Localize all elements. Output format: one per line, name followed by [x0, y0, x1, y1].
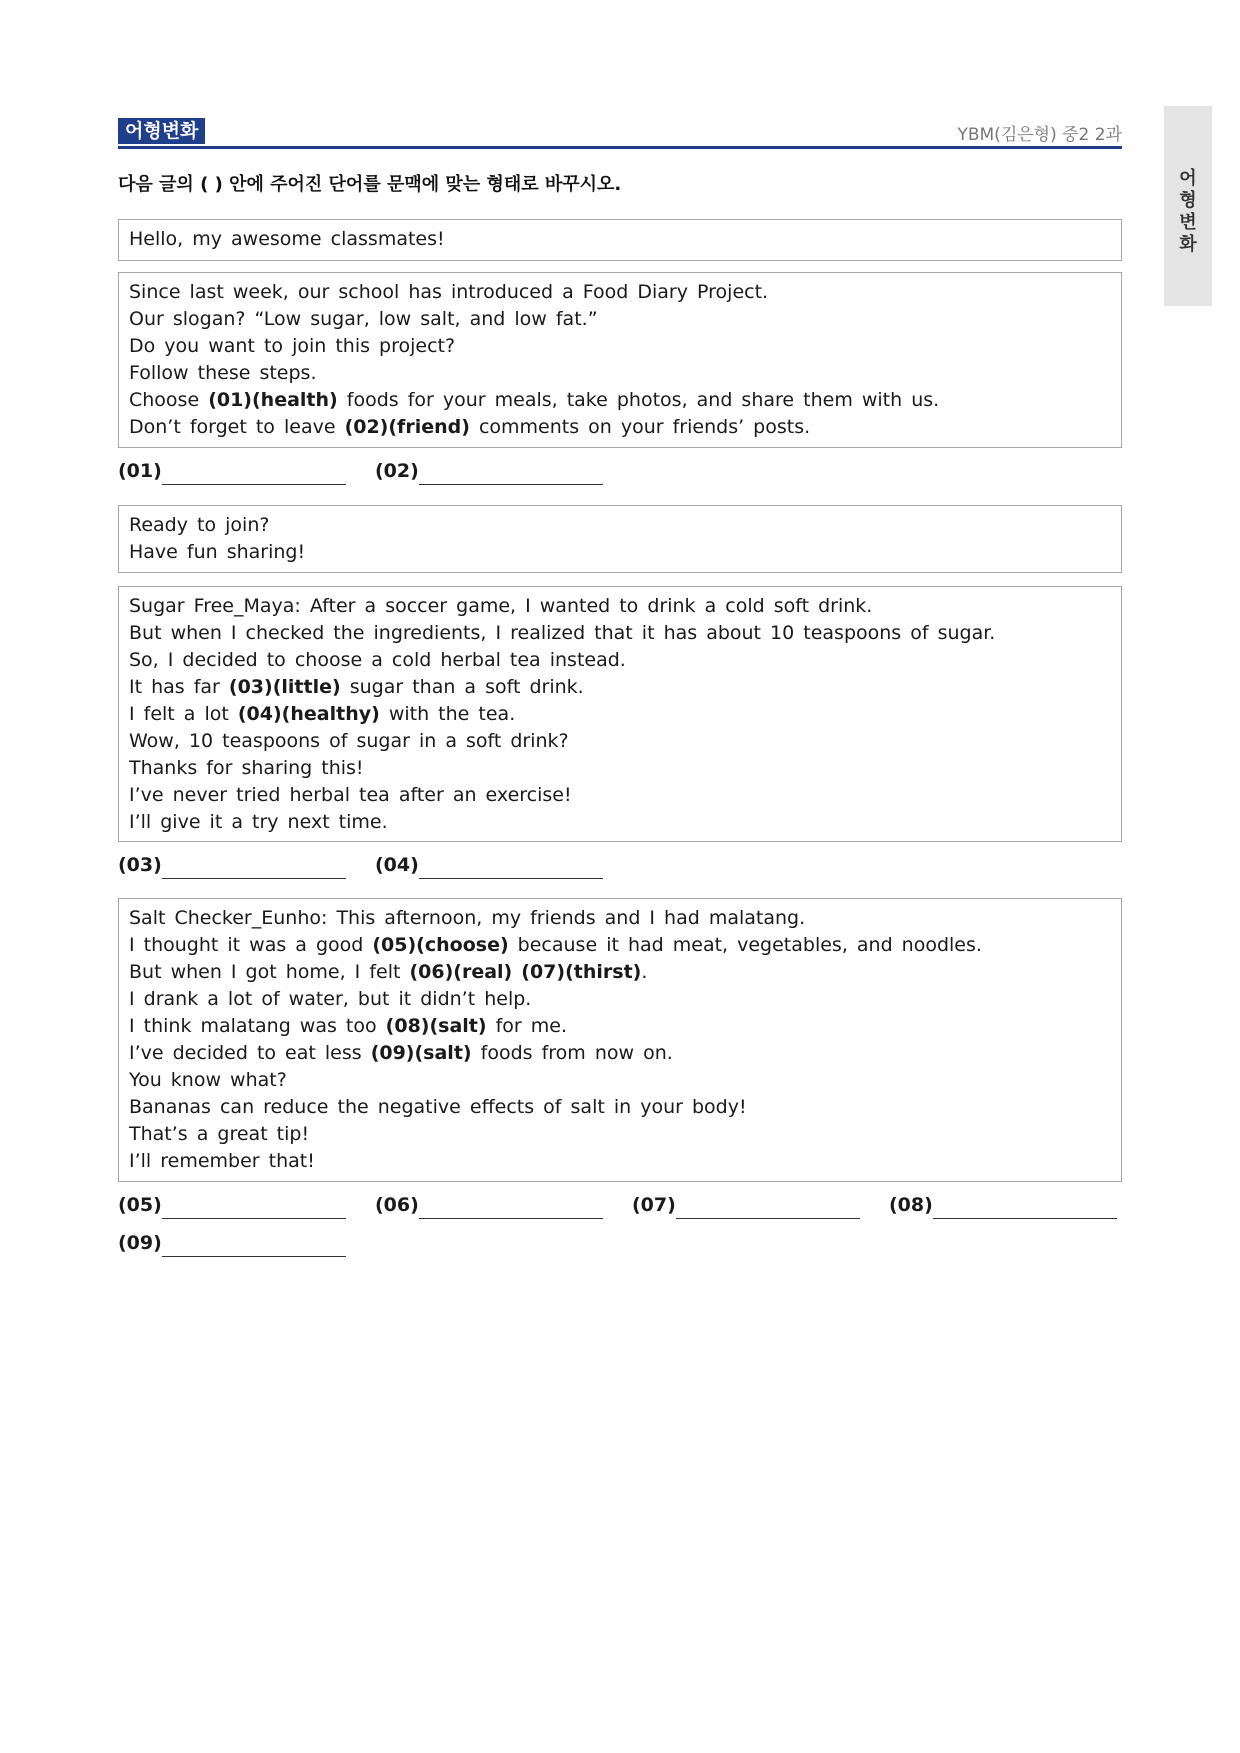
- passage-line: But when I checked the ingredients, I realized that it has about 10 teaspoons of sugar.: [129, 622, 996, 644]
- answer-number: (07): [632, 1194, 676, 1216]
- answer-row: [118, 1230, 1122, 1260]
- blank-prompt: (01)(health): [208, 389, 338, 411]
- answer-row: [118, 458, 1122, 488]
- passage-line: I’ll give it a try next time.: [129, 811, 388, 833]
- passage-line: Our slogan? “Low sugar, low salt, and low fat.”: [129, 308, 598, 330]
- text-span: because it had meat, vegetables, and noodles.: [508, 934, 982, 956]
- passage-line: [129, 674, 1111, 701]
- passage-line: I’ll remember that!: [129, 1150, 315, 1172]
- passage-line: Wow, 10 teaspoons of sugar in a soft drink?: [129, 730, 569, 752]
- text-span: foods for your meals, take photos, and share them with us.: [337, 389, 940, 411]
- text-span: I think malatang was too: [129, 1015, 386, 1037]
- passage-line: I’ve never tried herbal tea after an exercise!: [129, 784, 572, 806]
- text-span: with the tea.: [379, 703, 516, 725]
- blank-prompt: (04)(healthy): [237, 703, 380, 725]
- passage-line: I drank a lot of water, but it didn’t help.: [129, 988, 532, 1010]
- answer-row: [118, 852, 1122, 882]
- answer-blank[interactable]: [419, 1218, 603, 1219]
- blank-prompt: (07)(thirst): [521, 961, 642, 983]
- passage-line: [129, 701, 1111, 728]
- passage-line: [129, 959, 1111, 986]
- answer-number: (06): [375, 1194, 419, 1216]
- answer-blank[interactable]: [162, 878, 346, 879]
- text-span: I’ve decided to eat less: [129, 1042, 371, 1064]
- answer-number: (04): [375, 854, 419, 876]
- text-span: sugar than a soft drink.: [340, 676, 584, 698]
- answer-blank[interactable]: [933, 1218, 1117, 1219]
- blank-prompt: (02)(friend): [344, 416, 470, 438]
- passage-line: Have fun sharing!: [129, 541, 306, 563]
- answer-number: (08): [889, 1194, 933, 1216]
- passage-box-eunho: [118, 898, 1122, 1182]
- passage-line: Sugar Free_Maya: After a soccer game, I wanted to drink a cold soft drink.: [129, 595, 873, 617]
- text-span: But when I got home, I felt: [129, 961, 410, 983]
- passage-line: Ready to join?: [129, 514, 270, 536]
- text-span: .: [641, 961, 648, 983]
- text-span: Don’t forget to leave: [129, 416, 345, 438]
- passage-line: Salt Checker_Eunho: This afternoon, my friends and I had malatang.: [129, 907, 806, 929]
- side-tab-char: 어: [1179, 168, 1197, 189]
- passage-line: [129, 1040, 1111, 1067]
- passage-line: [129, 1013, 1111, 1040]
- side-tab-char: 화: [1179, 234, 1197, 255]
- blank-prompt: (05)(choose): [372, 934, 509, 956]
- answer-blank[interactable]: [419, 484, 603, 485]
- passage-box-maya: [118, 586, 1122, 842]
- passage-line: Thanks for sharing this!: [129, 757, 364, 779]
- blank-prompt: (09)(salt): [370, 1042, 472, 1064]
- answer-row: [118, 1192, 1122, 1222]
- page-header: [118, 118, 1122, 149]
- passage-box-intro: [118, 272, 1122, 448]
- answer-blank[interactable]: [162, 484, 346, 485]
- answer-number: (01): [118, 460, 162, 482]
- passage-line: So, I decided to choose a cold herbal tea instead.: [129, 649, 626, 671]
- answer-number: (09): [118, 1232, 162, 1254]
- blank-prompt: (03)(little): [228, 676, 341, 698]
- text-span: comments on your friends’ posts.: [469, 416, 811, 438]
- textbook-label: YBM(김은형) 중2 2과: [957, 125, 1122, 145]
- side-tab-char: 형: [1179, 190, 1197, 211]
- answer-blank[interactable]: [162, 1218, 346, 1219]
- answer-blank[interactable]: [676, 1218, 860, 1219]
- section-badge: 어형변화: [118, 118, 205, 144]
- text-span: foods from now on.: [471, 1042, 673, 1064]
- text-span: I felt a lot: [129, 703, 238, 725]
- text-span: for me.: [486, 1015, 568, 1037]
- side-tab: [1164, 106, 1212, 306]
- passage-line: Do you want to join this project?: [129, 335, 456, 357]
- text-span: I thought it was a good: [129, 934, 373, 956]
- blank-prompt: (08)(salt): [385, 1015, 487, 1037]
- passage-line: [129, 387, 1111, 414]
- passage-line: Since last week, our school has introduced a Food Diary Project.: [129, 281, 769, 303]
- passage-line: That’s a great tip!: [129, 1123, 310, 1145]
- answer-number: (05): [118, 1194, 162, 1216]
- passage-box-greeting: [118, 219, 1122, 261]
- instruction-text: 다음 글의 ( ) 안에 주어진 단어를 문맥에 맞는 형태로 바꾸시오.: [118, 174, 622, 195]
- answer-number: (03): [118, 854, 162, 876]
- passage-box-ready: [118, 505, 1122, 573]
- answer-number: (02): [375, 460, 419, 482]
- text-span: It has far: [129, 676, 229, 698]
- text-span: [512, 961, 521, 983]
- side-tab-char: 변: [1179, 212, 1197, 233]
- passage-line: [129, 414, 1111, 441]
- passage-line: Follow these steps.: [129, 362, 317, 384]
- passage-line: You know what?: [129, 1069, 287, 1091]
- blank-prompt: (06)(real): [409, 961, 513, 983]
- passage-line: [129, 932, 1111, 959]
- passage-line: Bananas can reduce the negative effects of salt in your body!: [129, 1096, 747, 1118]
- answer-blank[interactable]: [419, 878, 603, 879]
- passage-line: Hello, my awesome classmates!: [129, 228, 445, 250]
- text-span: Choose: [129, 389, 209, 411]
- answer-blank[interactable]: [162, 1256, 346, 1257]
